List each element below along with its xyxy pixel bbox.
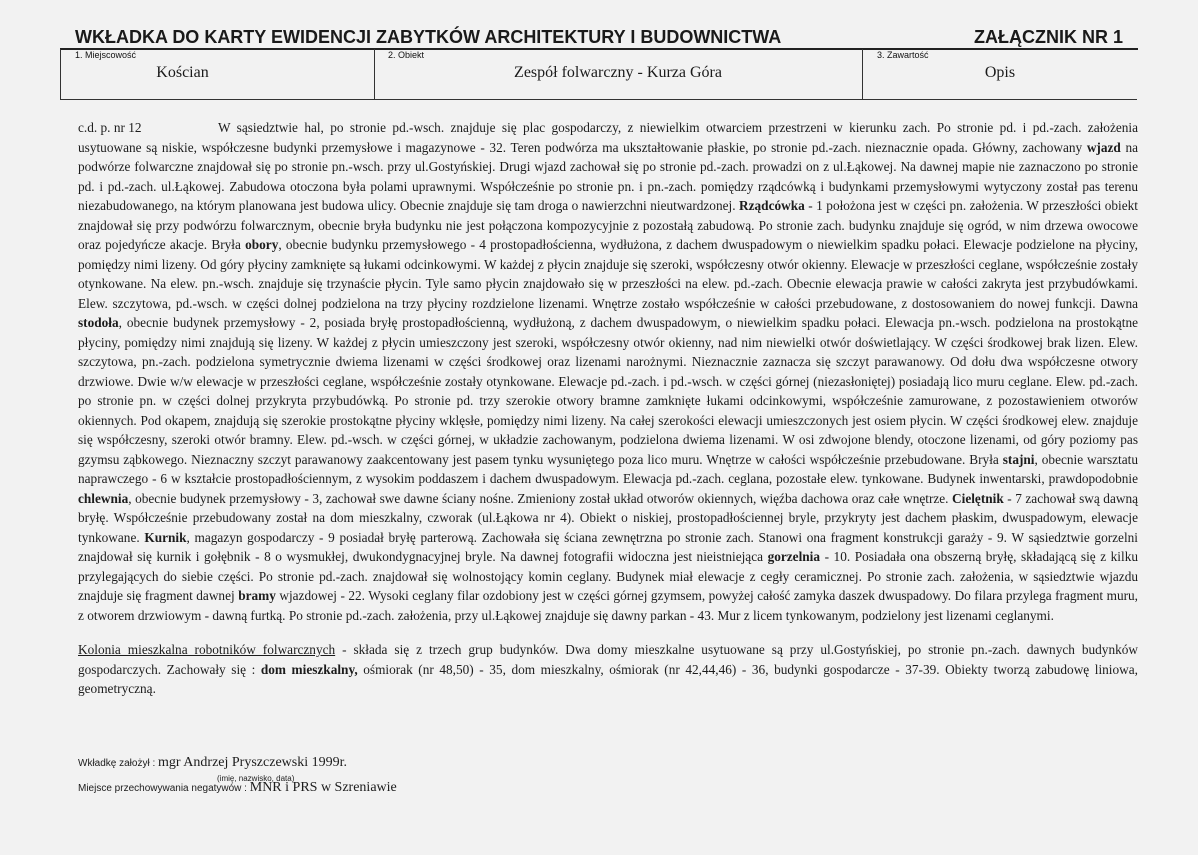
continuation-ref: c.d. p. nr 12 [78,120,142,135]
term-kurnik: Kurnik [144,529,187,545]
description-body [78,118,1138,699]
storage-value: MNR i PRS w Szreniawie [249,780,397,795]
locality-value: Kościan [156,64,209,81]
document-title: WKŁADKA DO KARTY EWIDENCJI ZABYTKÓW ARCHITEKTURY I BUDOWNICTWA [75,27,782,47]
object-value: Zespół folwarczny - Kurza Góra [514,64,722,81]
colony-heading: Kolonia mieszkalna robotników folwarcznych [78,642,336,657]
object-field [374,49,863,100]
content-label: 3. Zawartość [877,50,929,60]
storage-line [78,780,397,796]
object-label: 2. Obiekt [388,50,425,60]
term-bramy: bramy [238,588,276,603]
term-dom-mieszkalny: dom mieszkalny, [260,661,358,677]
content-field [863,49,1137,100]
storage-label: Miejsce przechowywania negatywów : [78,783,247,794]
author-label: Wkładkę założył : [78,758,156,769]
locality-label: 1. Miejscowość [75,50,137,60]
author-hint: (imię, nazwisko, data) [217,774,295,783]
term-chlewnia: chlewnia [78,490,129,506]
locality-field [60,49,375,100]
term-cieletnik: Cielętnik [952,490,1004,506]
description-paragraph: c.d. p. nr 12 W sąsiedztwie hal, po stronie pd.-wsch. znajduje się plac gospodarczy, z niewielkim otwarciem przestrzeni w kierunku zach. Po stronie pd. i pd.-zach. założenia usytuowane są niskie, współczesne budynki przemysłowe i magazynowe - 32. Teren podwórza ma ukształtowanie płaskie, po stronie pd.-zach. nieznacznie opada. Główny, zachowany wjazd na podwórze folwarczne znajdował się po stronie pn.-wsch. przy ul.Gostyńskiej. Drugi wjazd zachował się po stronie pd.-zach. prowadzi on z ul.Łąkowej. Na dawnej mapie nie zaznaczono po stronie pd. i pd.-zach. ul.Łąkowej. Zabudowa otoczona była polami uprawnymi. Współcześnie po stronie pn. i pn.-zach. pomiędzy rządcówką i budynkami przemysłowymi wytyczony został pas terenu niezabudowanego, na którym planowana jest budowa ulicy. Obecnie znajduje się tam droga o nawierzchni nieutwardzonej. Rządcówka - 1 położona jest w części pn. założenia. W przeszłości obiekt znajdował się przy podwórzu folwarcznym, obecnie bryła budynku nie jest połączona kompozycyjnie z pozostałą zabudową. Po stronie zach. budynku znajduje się ogród, w nim drzewa owocowe oraz pojedyńcze akacje. Bryła obory, obecnie budynku przemysłowego - 4 prostopadłościenna, wydłużona, z dachem dwuspadowym o niewielkim spadku połaci. Elewacje podzielone na płyciny, pomiędzy nimi lizeny. Od góry płyciny zamknięte są łukami odcinkowymi. W każdej z płycin znajduje się szeroki, współczesny otwór okienny. Elewacje w przeszłości ceglane, współcześnie zostały otynkowane. Na elew. pn.-wsch. znajduje się trzynaście płycin. Tyle samo płycin znajdowało się w przeszłości na elew. pd.-zach. Obecnie elewacja prawie w całości zakryta jest przybudówkami. Elew. szczytowa, pd.-wsch. w części dolnej podzielona na trzy płyciny rozdzielone lizenami. Wnętrze zostało współcześnie w całości przebudowane, z dostosowaniem do nowej funkcji. Dawna stodoła, obecnie budynek przemysłowy - 2, posiada bryłę prostopadłościenną, wydłużoną, z dachem dwuspadowym, o niewielkim spadku połaci. Elewacja pn.-wsch. podzielona na prostokątne płyciny, pomiędzy nimi znajdują się lizeny. W każdej z płycin umieszczony jest szeroki, współczesny otwór okienny, nad nim niewielki otwór doświetlający. W części środkowej brak lizen. Elew. szczytowa, pn.-zach. podzielona symetrycznie dwiema lizenami w części środkowej oraz lizenami narożnymi. Nieznacznie zaznacza się szczyt parawanowy. Od dołu dwa współczesne otwory drzwiowe. Dwie w/w elewacje w przeszłości ceglane, współcześnie zostały otynkowane. Elewacje pd.-zach. i pd.-wsch. w części górnej (niezasłoniętej) posiadają lico muru ceglane. Elew. pd.-zach. po stronie pn. w części dolnej przykryta przybudówką. Po stronie pd. trzy szerokie otwory bramne zamknięte łukami odcinkowymi, współcześnie zamurowane, z pozostawieniem otworów okiennych. Pod okapem, znajdują się szerokie prostokątne płyciny wklęsłe, pomiędzy nimi lizeny. Na całej szerokości elewacji umieszczonych jest osiem płycin. W części środkowej elew. znajduje się współczesny, szeroki otwór bramny. Elew. pd.-wsch. w części górnej, w układzie zachowanym, podzielona dwiema lizenami. W osi zdwojone blendy, otoczone lizenami, od góry poziomy pas gzymsu ząbkowego. Nieznaczny szczyt parawanowy zaakcentowany jest pasem tynku wysuniętego poza lico muru. Wnętrze w całości współcześnie przebudowane. Bryła stajni, obecnie warsztatu naprawczego - 6 w kształcie prostopadłościennym, z wysokim poddaszem i dachem dwuspadowym. Elewacja pd.-zach. ceglana, pozostałe elew. tynkowane. Budynek inwentarski, prawdopodobnie chlewnia, obecnie budynek przemysłowy - 3, zachował swe dawne ściany nośne. Zmieniony został układ otworów okiennych, więźba dachowa oraz całe wnętrze. Cielętnik - 7 zachował swą dawną bryłę. Współcześnie przebudowany został na dom mieszkalny, czworak (ul.Łąkowa nr 4). Obiekt o niskiej, prostopadłościennej bryle, przykryty jest dachem płaskim, dwuspadowym, elewacje tynkowane. Kurnik, magazyn gospodarczy - 9 posiadał bryłę parterową. Zachowała się ściana zewnętrzna po stronie zach. Stanowi ona fragment konstrukcji garaży - 9. W sąsiedztwie gorzelni znajdował się kurnik i gołębnik - 8 o wysmukłej, dwukondygnacyjnej bryle. Na dawnej fotografii widoczna jest nieistniejąca gorzelnia - 10. Posiadała ona obszerną bryłę, składającą się z kilku przylegających do siebie części. Po stronie pd.-zach. znajdował się wolnostojący komin ceglany. Budynek miał elewacje z cegły ceramicznej. Po stronie zach. założenia, w sąsiedztwie wjazdu znajduje się fragment dawnej bramy wjazdowej - 22. Wysoki ceglany filar ozdobiony jest w części górnej gzymsem, powyżej całość zamyka daszek dwuspadowy. Do filara przylega fragment muru, z otworem drzwiowym - dawną furtką. Po stronie pd.-zach. założenia, przy ul.Łąkowej znajduje się dawny parkan - 43. Mur z licem tynkowanym, podzielony jest lizenami ceglanymi. [78,120,1139,623]
author-line [78,755,347,771]
content-value: Opis [984,64,1016,81]
term-stodola: stodoła [78,315,119,330]
term-gorzelnia: gorzelnia [767,549,821,564]
term-wjazd: wjazd [1086,139,1121,155]
annex-number: ZAŁĄCZNIK NR 1 [974,27,1123,47]
colony-paragraph: Kolonia mieszkalna robotników folwarcznych - składa się z trzech grup budynków. Dwa domy mieszkalne usytuowane są przy ul.Gostyńskiej, po stronie pn.-zach. dawnych budynków gospodarczych. Zachowały się : dom mieszkalny, ośmiorak (nr 48,50) - 35, dom mieszkalny, ośmiorak (nr 42,44,46) - 36, budynki gospodarcze - 37-39. Obiekty tworzą zabudowę liniowa, geometryczną. [78,642,1138,696]
term-stajni: stajni [1002,451,1035,467]
term-rzadcowka: Rządcówka [739,198,805,213]
author-value: mgr Andrzej Pryszczewski 1999r. [158,755,347,770]
term-obory: obory [245,237,279,252]
